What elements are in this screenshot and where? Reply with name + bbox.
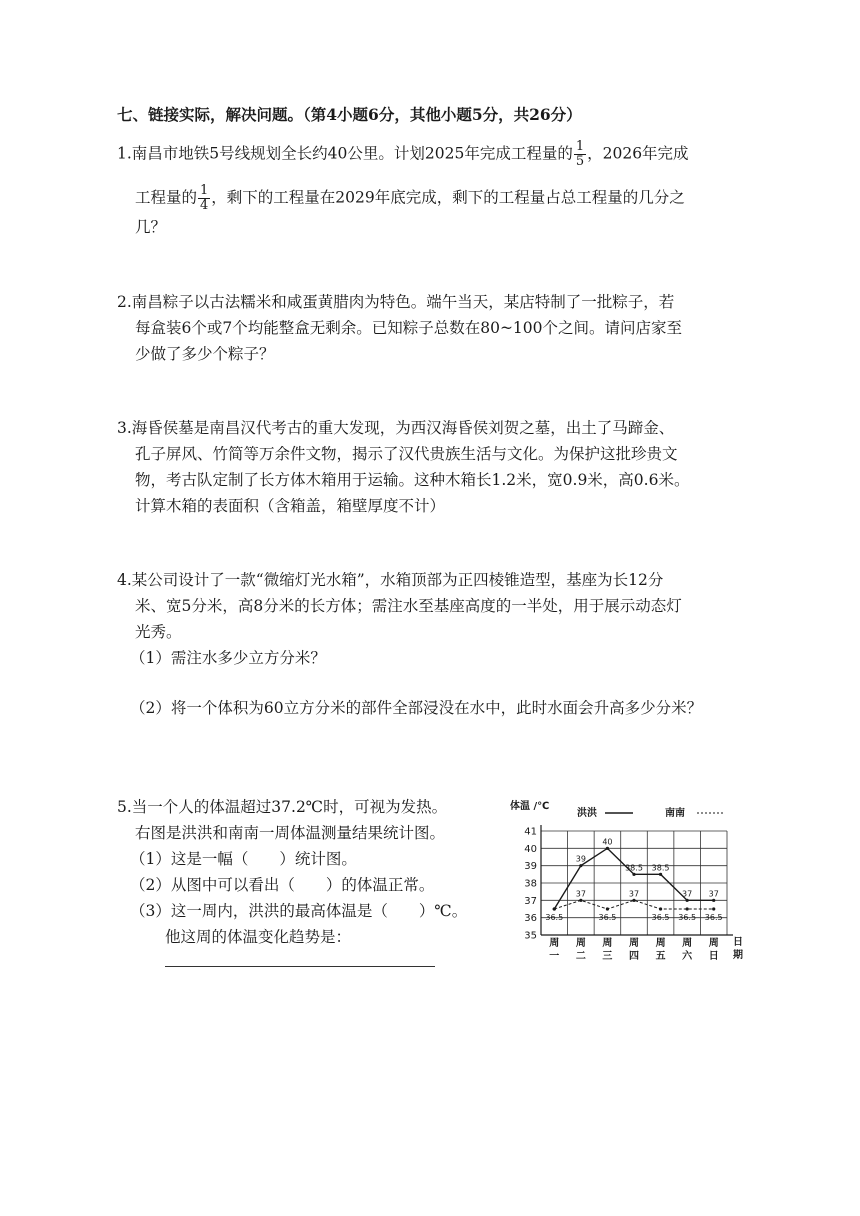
data-point bbox=[606, 907, 609, 910]
q1-line1 bbox=[117, 140, 689, 169]
data-label: 36.5 bbox=[678, 913, 697, 922]
q5-sub1: （1）这是一幅（ ）统计图。 bbox=[130, 850, 357, 868]
q2-line3: 少做了多少个粽子？ bbox=[135, 345, 275, 363]
y-tick-label: 41 bbox=[524, 826, 537, 838]
q1-text: ，2026年完成 bbox=[587, 144, 689, 163]
legend-series-1-label: 洪洪 bbox=[577, 808, 597, 819]
q1-line2 bbox=[135, 184, 685, 213]
q5-sub2: （2）从图中可以看出（ ）的体温正常。 bbox=[130, 876, 435, 894]
x-tick-label: 周 bbox=[549, 938, 560, 949]
x-tick-label: 六 bbox=[682, 951, 693, 962]
data-point bbox=[712, 899, 715, 902]
q1-text: ，剩下的工程量在2029年底完成，剩下的工程量占总工程量的几分之 bbox=[211, 188, 685, 207]
data-label: 36.5 bbox=[704, 913, 723, 922]
x-axis-label-top: 日 bbox=[733, 937, 743, 948]
q4-sub1: （1）需注水多少立方分米？ bbox=[130, 649, 326, 667]
q4-sub2: （2）将一个体积为60立方分米的部件全部浸没在水中，此时水面会升高多少分米？ bbox=[130, 699, 703, 717]
x-tick-label: 周 bbox=[682, 938, 693, 949]
q5-sub3: （3）这一周内，洪洪的最高体温是（ ）℃。 bbox=[130, 902, 468, 920]
data-label: 38.5 bbox=[625, 863, 643, 873]
q1-fraction-2: $\frac{1}{4}$ bbox=[200, 183, 209, 213]
q5-sub3b: 他这周的体温变化趋势是： bbox=[165, 928, 352, 946]
data-label: 37 bbox=[682, 889, 693, 899]
data-point bbox=[579, 864, 582, 867]
q2-line2: 每盒装6个或7个均能整盒无剩余。已知粽子总数在80~100个之间。请问店家至 bbox=[135, 319, 683, 337]
q1-line3: 几？ bbox=[135, 218, 167, 236]
data-label: 36.5 bbox=[651, 913, 670, 922]
x-tick-label: 周 bbox=[655, 938, 666, 949]
y-tick-label: 35 bbox=[524, 930, 537, 942]
data-label: 37 bbox=[575, 889, 586, 899]
q1-text: 1.南昌市地铁5号线规划全长约40公里。计划2025年完成工程量的 bbox=[117, 144, 573, 163]
legend bbox=[577, 806, 723, 819]
data-point bbox=[686, 907, 689, 910]
x-tick-label: 周 bbox=[629, 938, 639, 949]
q1-text: 工程量的 bbox=[135, 188, 198, 207]
legend-series-2-label: 南南 bbox=[665, 808, 685, 819]
x-axis-label-bottom: 期 bbox=[733, 950, 743, 961]
q5-line2: 右图是洪洪和南南一周体温测量结果统计图。 bbox=[135, 824, 446, 842]
data-point bbox=[712, 907, 715, 910]
data-point bbox=[606, 847, 609, 850]
data-label: 40 bbox=[602, 837, 613, 847]
data-label: 36.5 bbox=[598, 913, 617, 922]
y-tick-label: 38 bbox=[524, 878, 537, 890]
q3-line2: 孔子屏风、竹简等万余件文物，揭示了汉代贵族生活与文化。为保护这批珍贵文 bbox=[135, 445, 678, 463]
q1-fraction-1: $\frac{1}{5}$ bbox=[575, 139, 585, 169]
q2-line1: 2.南昌粽子以古法糯米和咸蛋黄腊肉为特色。端午当天，某店特制了一批粽子，若 bbox=[117, 293, 675, 311]
y-tick-label: 40 bbox=[524, 843, 537, 855]
x-tick-label: 二 bbox=[575, 951, 586, 962]
data-point bbox=[659, 873, 662, 876]
temperature-line-chart bbox=[505, 795, 775, 970]
x-tick-label: 一 bbox=[549, 951, 560, 962]
q4-line3: 光秀。 bbox=[135, 623, 182, 641]
data-label: 37 bbox=[708, 889, 719, 899]
y-tick-label: 36 bbox=[524, 913, 537, 925]
x-tick-label: 日 bbox=[708, 951, 719, 962]
y-axis-label: 体温 /℃ bbox=[510, 801, 550, 812]
q3-line4: 计算木箱的表面积（含箱盖，箱壁厚度不计） bbox=[135, 497, 446, 515]
x-tick-label: 周 bbox=[575, 938, 586, 949]
data-label: 38.5 bbox=[651, 863, 670, 873]
data-point bbox=[553, 907, 556, 910]
x-tick-label: 三 bbox=[602, 951, 613, 962]
x-tick-label: 四 bbox=[629, 951, 639, 962]
q5-line1: 5.当一个人的体温超过37.2℃时，可视为发热。 bbox=[117, 798, 448, 816]
y-tick-label: 39 bbox=[524, 861, 537, 873]
q3-line3: 物，考古队定制了长方体木箱用于运输。这种木箱长1.2米，宽0.9米，高0.6米。 bbox=[135, 471, 690, 489]
q3-line1: 3.海昏侯墓是南昌汉代考古的重大发现，为西汉海昏侯刘贺之墓，出土了马蹄金、 bbox=[117, 419, 675, 437]
q4-line1: 4.某公司设计了一款“微缩灯光水箱”，水箱顶部为正四棱锥造型，基座为长12分 bbox=[117, 571, 664, 589]
data-point bbox=[632, 873, 635, 876]
data-point bbox=[579, 899, 582, 902]
data-label: 36.5 bbox=[545, 913, 564, 922]
section-heading: 七、链接实际，解决问题。（第4小题6分，其他小题5分，共26分） bbox=[117, 105, 582, 124]
y-tick-label: 37 bbox=[524, 895, 537, 907]
x-tick-label: 周 bbox=[708, 938, 719, 949]
data-point bbox=[659, 907, 662, 910]
q4-line2: 米、宽5分米，高8分米的长方体；需注水至基座高度的一半处，用于展示动态灯 bbox=[135, 597, 682, 615]
data-label: 39 bbox=[575, 854, 586, 864]
data-point bbox=[632, 899, 635, 902]
data-point bbox=[686, 899, 689, 902]
x-tick-label: 五 bbox=[655, 951, 666, 962]
data-label: 37 bbox=[628, 889, 640, 899]
x-tick-label: 周 bbox=[602, 938, 613, 949]
answer-line[interactable] bbox=[165, 966, 435, 967]
